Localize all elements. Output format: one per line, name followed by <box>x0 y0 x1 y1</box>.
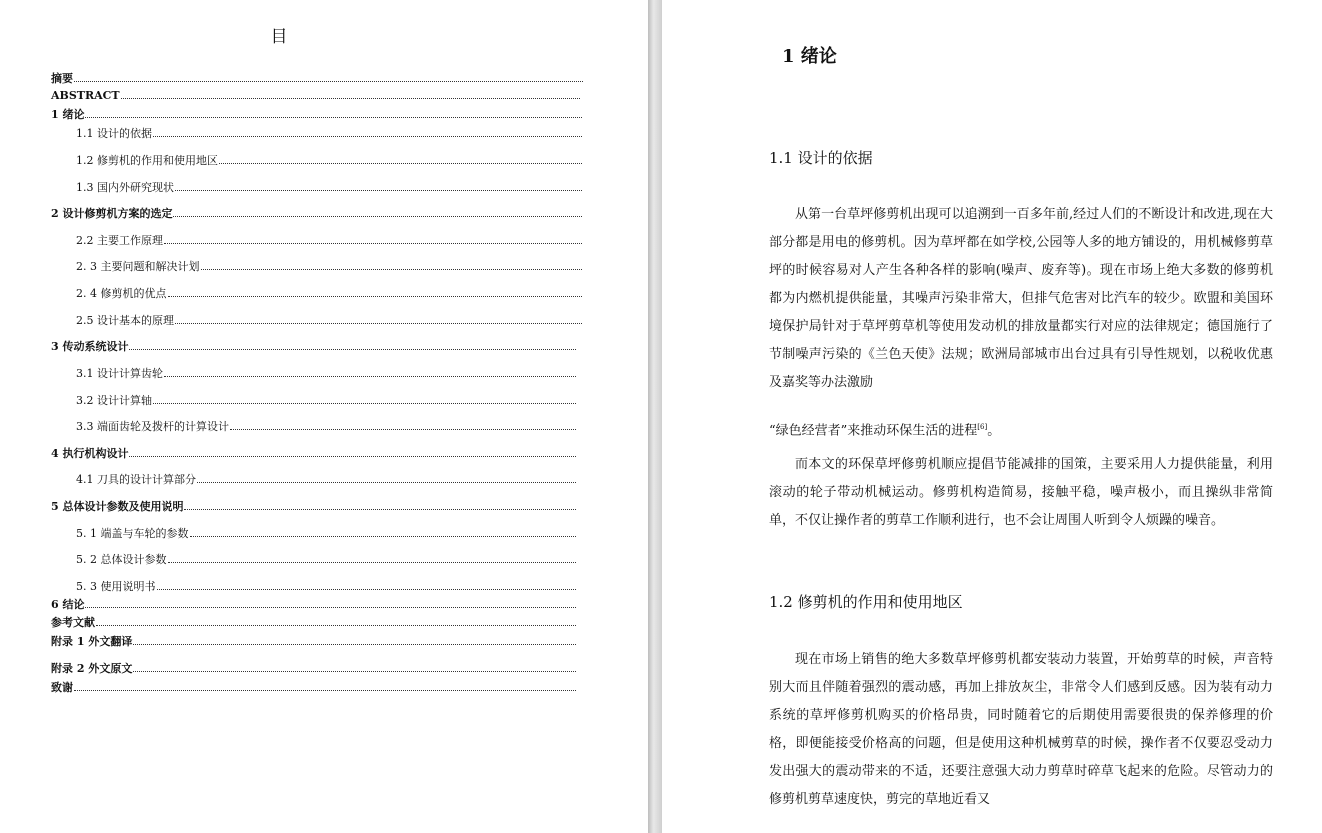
toc-entry[interactable] <box>76 314 582 327</box>
toc-leader-dots <box>173 216 582 217</box>
toc-entry-label: 1 绪论 <box>51 108 85 121</box>
toc-entry[interactable] <box>51 662 576 675</box>
toc-entry-label: 附录 1 外文翻译 <box>51 635 133 648</box>
toc-entry-label: 2.2 主要工作原理 <box>76 234 163 247</box>
toc-entry-label: 2. 3 主要问题和解决计划 <box>76 260 200 273</box>
toc-entry-label: 2. 4 修剪机的优点 <box>76 287 167 300</box>
toc-entry[interactable] <box>51 616 576 629</box>
toc-leader-dots <box>230 429 576 430</box>
toc-entry-label: 5. 1 端盖与车轮的参数 <box>76 527 189 540</box>
toc-entry-label: 5. 3 使用说明书 <box>76 580 156 593</box>
toc-entry-label: 1.2 修剪机的作用和使用地区 <box>76 154 218 167</box>
page-gutter <box>648 0 662 833</box>
toc-leader-dots <box>133 671 576 672</box>
toc-page <box>0 0 648 833</box>
toc-leader-dots <box>184 509 576 510</box>
toc-entry[interactable] <box>51 681 576 694</box>
toc-entry[interactable] <box>51 447 576 460</box>
toc-entry[interactable] <box>76 367 576 380</box>
toc-leader-dots <box>153 403 576 404</box>
toc-leader-dots <box>121 98 580 99</box>
toc-entry[interactable] <box>76 580 576 593</box>
toc-entry[interactable] <box>76 234 582 247</box>
toc-leader-dots <box>153 136 582 137</box>
paragraph-1-tail-text: “绿色经营者”来推动环保生活的进程 <box>769 423 978 439</box>
toc-leader-dots <box>96 625 576 626</box>
toc-leader-dots <box>175 190 582 191</box>
toc-entry[interactable] <box>51 207 582 220</box>
toc-leader-dots <box>74 81 583 82</box>
toc-entry-label: 3.2 设计计算轴 <box>76 394 152 407</box>
toc-entry[interactable] <box>51 635 576 648</box>
toc-leader-dots <box>201 269 583 270</box>
toc-leader-dots <box>74 690 576 691</box>
toc-entry[interactable] <box>51 72 583 85</box>
toc-leader-dots <box>190 536 577 537</box>
toc-leader-dots <box>197 482 576 483</box>
chapter-title: 1 绪论 <box>782 46 837 67</box>
toc-leader-dots <box>175 323 582 324</box>
toc-entry-label: 5. 2 总体设计参数 <box>76 553 167 566</box>
toc-entry[interactable] <box>76 527 576 540</box>
toc-entry[interactable] <box>76 154 582 167</box>
toc-leader-dots <box>164 376 576 377</box>
toc-entry[interactable] <box>51 500 576 513</box>
paragraph-2: 而本文的环保草坪修剪机顺应提倡节能减排的国策，主要采用人力提供能量，利用滚动的轮子带动机械运动。修剪机构造简易，接触平稳，噪声极小，而且操纵非常简单，不仅让操作者的剪草工作顺利进行，也不会让周围人听到令人烦躁的噪音。 <box>769 457 1273 528</box>
toc-entry[interactable] <box>76 394 576 407</box>
toc-leader-dots <box>129 456 576 457</box>
toc-entry-label: 6 结论 <box>51 598 85 611</box>
paragraph-1-tail <box>769 413 1273 445</box>
toc-entry-label: 3 传动系统设计 <box>51 340 129 353</box>
toc-leader-dots <box>129 349 576 350</box>
toc-entry-label: 5 总体设计参数及使用说明 <box>51 500 184 513</box>
toc-entry-label: 附录 2 外文原文 <box>51 662 133 675</box>
toc-leader-dots <box>157 589 577 590</box>
toc-entry[interactable] <box>76 473 576 486</box>
toc-entry[interactable] <box>76 420 576 433</box>
toc-entry-label: 2 设计修剪机方案的选定 <box>51 207 173 220</box>
toc-entry-label: 4.1 刀具的设计计算部分 <box>76 473 196 486</box>
section-title-1-2: 1.2 修剪机的作用和使用地区 <box>769 593 963 611</box>
toc-entry[interactable] <box>51 108 582 121</box>
section-title-1-1: 1.1 设计的依据 <box>769 149 873 167</box>
toc-entry-label: 摘要 <box>51 72 73 85</box>
toc-entry[interactable] <box>51 598 576 611</box>
toc-entry-label: 4 执行机构设计 <box>51 447 129 460</box>
toc-entry-label: 致谢 <box>51 681 73 694</box>
toc-leader-dots <box>219 163 582 164</box>
toc-title: 目 <box>270 27 288 47</box>
toc-entry[interactable] <box>51 89 580 102</box>
toc-entry[interactable] <box>51 340 576 353</box>
toc-entry[interactable] <box>76 181 582 194</box>
toc-entry-label: 2.5 设计基本的原理 <box>76 314 174 327</box>
toc-entry[interactable] <box>76 260 582 273</box>
toc-leader-dots <box>85 607 576 608</box>
paragraph-3: 现在市场上销售的绝大多数草坪修剪机都安装动力装置，开始剪草的时候，声音特别大而且伴随着强烈的震动感，再加上排放灰尘，非常令人们感到反感。因为装有动力系统的草坪修剪机购买的价格昂贵，同时随着它的后期使用需要很贵的保养修理的价格，即便能接受价格高的问题，但是使用这种机械剪草的时候，操作者不仅要忍受动力发出强大的震动带来的不适，还要注意强大动力剪草时碎草飞起来的危险。尽管动力的修剪机剪草速度快，剪完的草地近看又 <box>769 652 1273 807</box>
toc-entry-label: 3.3 端面齿轮及拨杆的计算设计 <box>76 420 229 433</box>
paragraph-1-end: 。 <box>987 423 1001 439</box>
toc-leader-dots <box>168 562 577 563</box>
toc-entry[interactable] <box>76 553 576 566</box>
toc-leader-dots <box>168 296 583 297</box>
toc-leader-dots <box>164 243 582 244</box>
toc-entry-label: 3.1 设计计算齿轮 <box>76 367 163 380</box>
toc-entry[interactable] <box>76 127 582 140</box>
toc-entry[interactable] <box>76 287 582 300</box>
toc-leader-dots <box>85 117 582 118</box>
citation-ref: [6] <box>977 423 988 431</box>
toc-entry-label: 参考文献 <box>51 616 95 629</box>
toc-leader-dots <box>133 644 576 645</box>
toc-entry-label: 1.1 设计的依据 <box>76 127 152 140</box>
paragraph-1: 从第一台草坪修剪机出现可以追溯到一百多年前,经过人们的不断设计和改进,现在大部分都是用电的修剪机。因为草坪都在如学校,公园等人多的地方铺设的，用机械修剪草坪的时候容易对人产生各种各样的影响(噪声、废弃等)。现在市场上绝大多数的修剪机都为内燃机提供能量，其噪声污染非常大，但排气危害对比汽车的较少。欧盟和美国环境保护局针对于草坪剪草机等使用发动机的排放量都实行对应的法律规定；德国施行了节制噪声污染的《兰色天使》法规；欧洲局部城市出台过具有引导性规划，以税收优惠及嘉奖等办法激励 <box>769 207 1273 390</box>
toc-entry-label: 1.3 国内外研究现状 <box>76 181 174 194</box>
toc-entry-label: ABSTRACT <box>51 89 120 102</box>
content-page <box>662 0 1322 833</box>
